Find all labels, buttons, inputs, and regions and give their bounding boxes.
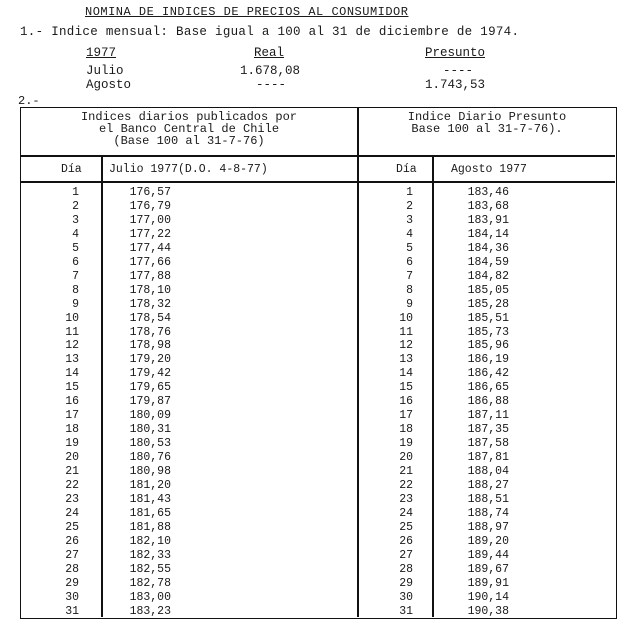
day-cell: 12 xyxy=(65,339,79,353)
section-divider xyxy=(357,108,359,617)
day-cell: 17 xyxy=(65,409,79,423)
document-title: NOMINA DE INDICES DE PRECIOS AL CONSUMIDOR xyxy=(85,5,409,19)
day-cell: 3 xyxy=(406,213,413,227)
day-cell: 20 xyxy=(399,451,413,465)
agosto-value-cell: 187,35 xyxy=(467,423,509,437)
day-cell: 18 xyxy=(65,423,79,437)
agosto-value-cell: 188,74 xyxy=(467,506,509,520)
agosto-value-cell: 186,88 xyxy=(467,395,509,409)
agosto-value-cell: 184,82 xyxy=(467,269,509,283)
agosto-value-cell: 184,14 xyxy=(467,227,509,241)
summary-month-julio: Julio xyxy=(86,64,124,78)
day-cell: 26 xyxy=(399,534,413,548)
summary-month-agosto: Agosto xyxy=(86,78,132,92)
julio-value-cell: 178,98 xyxy=(129,339,171,353)
julio-value-cell: 177,44 xyxy=(129,241,171,255)
julio-value-cell: 182,78 xyxy=(129,576,171,590)
day-cell: 9 xyxy=(406,297,413,311)
day-cell: 3 xyxy=(72,213,79,227)
day-cell: 24 xyxy=(399,506,413,520)
day-cell: 29 xyxy=(399,576,413,590)
agosto-value-cell: 183,46 xyxy=(467,186,509,199)
julio-value-cell: 177,00 xyxy=(129,213,171,227)
col-agosto-header: Agosto 1977 xyxy=(451,163,527,176)
julio-value-cell: 182,55 xyxy=(129,562,171,576)
agosto-value-cell: 189,91 xyxy=(467,576,509,590)
julio-value-cell: 183,23 xyxy=(129,604,171,618)
day-cell: 8 xyxy=(406,283,413,297)
agosto-value-cell: 189,20 xyxy=(467,534,509,548)
agosto-value-cell: 184,36 xyxy=(467,241,509,255)
col-real-header: Real xyxy=(254,46,285,60)
julio-value-cell: 182,10 xyxy=(129,534,171,548)
agosto-value-cell: 187,11 xyxy=(467,409,509,423)
day-cell: 1 xyxy=(72,186,79,199)
agosto-value-cell: 186,65 xyxy=(467,381,509,395)
day-cell: 15 xyxy=(399,381,413,395)
agosto-value-cell: 183,68 xyxy=(467,199,509,213)
julio-value-cell: 178,32 xyxy=(129,297,171,311)
day-cell: 29 xyxy=(65,576,79,590)
day-cell: 5 xyxy=(406,241,413,255)
julio-value-cell: 178,54 xyxy=(129,311,171,325)
day-cell: 6 xyxy=(72,255,79,269)
agosto-value-cell: 185,28 xyxy=(467,297,509,311)
day-cell: 1 xyxy=(406,186,413,199)
day-cell: 30 xyxy=(65,590,79,604)
day-cell: 20 xyxy=(65,451,79,465)
summary-real-julio: 1.678,08 xyxy=(240,64,301,78)
day-cell: 19 xyxy=(65,437,79,451)
day-cell: 11 xyxy=(399,325,413,339)
julio-value-cell: 182,33 xyxy=(129,548,171,562)
day-cell: 31 xyxy=(399,604,413,618)
day-cell: 23 xyxy=(65,492,79,506)
day-cell: 28 xyxy=(399,562,413,576)
agosto-value-cell: 188,04 xyxy=(467,465,509,479)
agosto-value-cell: 184,59 xyxy=(467,255,509,269)
day-cell: 21 xyxy=(399,465,413,479)
julio-value-cell: 179,42 xyxy=(129,367,171,381)
col-julio-header: Julio 1977(D.O. 4-8-77) xyxy=(109,163,268,176)
day-cell: 13 xyxy=(65,353,79,367)
agosto-value-cell: 187,81 xyxy=(467,451,509,465)
day-cell: 21 xyxy=(65,465,79,479)
day-cell: 2 xyxy=(72,199,79,213)
julio-value-cell: 178,10 xyxy=(129,283,171,297)
col-divider-left xyxy=(101,156,103,617)
day-cell: 25 xyxy=(399,520,413,534)
day-cell: 13 xyxy=(399,353,413,367)
left-section-header: Indices diarios publicados por el Banco Central de Chile (Base 100 al 31-7-76) xyxy=(80,110,298,148)
julio-value-cell: 181,43 xyxy=(129,492,171,506)
daily-index-table xyxy=(20,107,617,619)
agosto-value-cell: 190,38 xyxy=(467,604,509,618)
day-cell: 25 xyxy=(65,520,79,534)
day-cell: 15 xyxy=(65,381,79,395)
section2-label: 2.- xyxy=(18,94,40,108)
agosto-value-cell: 185,05 xyxy=(467,283,509,297)
agosto-value-cell: 183,91 xyxy=(467,213,509,227)
day-cell: 9 xyxy=(72,297,79,311)
day-cell: 28 xyxy=(65,562,79,576)
day-cell: 27 xyxy=(399,548,413,562)
col-dia-left-header: Día xyxy=(61,163,82,176)
julio-value-cell: 183,00 xyxy=(129,590,171,604)
header-rule-top xyxy=(21,155,615,157)
day-cell: 22 xyxy=(65,479,79,493)
agosto-value-cell: 189,67 xyxy=(467,562,509,576)
julio-value-cell: 179,65 xyxy=(129,381,171,395)
right-section-header: Indice Diario Presunto Base 100 al 31-7-76). xyxy=(407,110,567,136)
day-cell: 14 xyxy=(399,367,413,381)
agosto-value-cell: 188,27 xyxy=(467,479,509,493)
day-cell: 30 xyxy=(399,590,413,604)
julio-value-cell: 180,76 xyxy=(129,451,171,465)
day-cell: 16 xyxy=(399,395,413,409)
agosto-value-cell: 189,44 xyxy=(467,548,509,562)
julio-value-cell: 179,87 xyxy=(129,395,171,409)
day-cell: 6 xyxy=(406,255,413,269)
day-cell: 12 xyxy=(399,339,413,353)
julio-value-cell: 176,57 xyxy=(129,186,171,199)
day-cell: 16 xyxy=(65,395,79,409)
julio-value-cell: 181,88 xyxy=(129,520,171,534)
julio-value-cell: 180,31 xyxy=(129,423,171,437)
day-cell: 8 xyxy=(72,283,79,297)
day-cell: 4 xyxy=(72,227,79,241)
julio-value-cell: 181,20 xyxy=(129,479,171,493)
agosto-value-cell: 190,14 xyxy=(467,590,509,604)
section1-label: 1.- Indice mensual: Base igual a 100 al 31 de diciembre de 1974. xyxy=(20,25,520,39)
julio-value-cell: 177,22 xyxy=(129,227,171,241)
julio-value-cell: 180,53 xyxy=(129,437,171,451)
col-divider-right xyxy=(432,156,434,617)
agosto-value-cell: 185,96 xyxy=(467,339,509,353)
day-cell: 31 xyxy=(65,604,79,618)
day-cell: 24 xyxy=(65,506,79,520)
day-cell: 27 xyxy=(65,548,79,562)
col-year-header: 1977 xyxy=(86,46,117,60)
dia-right-column xyxy=(381,186,413,619)
summary-presunto-julio: ---- xyxy=(443,64,474,78)
day-cell: 17 xyxy=(399,409,413,423)
agosto-value-cell: 186,42 xyxy=(467,367,509,381)
day-cell: 19 xyxy=(399,437,413,451)
agosto-value-cell: 185,51 xyxy=(467,311,509,325)
day-cell: 14 xyxy=(65,367,79,381)
day-cell: 10 xyxy=(399,311,413,325)
summary-presunto-agosto: 1.743,53 xyxy=(425,78,486,92)
agosto-column xyxy=(443,186,509,619)
col-presunto-header: Presunto xyxy=(425,46,486,60)
agosto-value-cell: 188,51 xyxy=(467,492,509,506)
day-cell: 5 xyxy=(72,241,79,255)
header-rule-bottom xyxy=(21,181,615,183)
julio-value-cell: 179,20 xyxy=(129,353,171,367)
julio-value-cell: 178,76 xyxy=(129,325,171,339)
day-cell: 10 xyxy=(65,311,79,325)
day-cell: 11 xyxy=(65,325,79,339)
day-cell: 23 xyxy=(399,492,413,506)
day-cell: 18 xyxy=(399,423,413,437)
julio-value-cell: 177,66 xyxy=(129,255,171,269)
agosto-value-cell: 186,19 xyxy=(467,353,509,367)
day-cell: 22 xyxy=(399,479,413,493)
julio-column xyxy=(113,186,171,619)
day-cell: 4 xyxy=(406,227,413,241)
julio-value-cell: 177,88 xyxy=(129,269,171,283)
julio-value-cell: 180,98 xyxy=(129,465,171,479)
dia-left-column xyxy=(41,186,79,619)
summary-real-agosto: ---- xyxy=(256,78,287,92)
day-cell: 7 xyxy=(72,269,79,283)
julio-value-cell: 180,09 xyxy=(129,409,171,423)
agosto-value-cell: 188,97 xyxy=(467,520,509,534)
day-cell: 2 xyxy=(406,199,413,213)
day-cell: 26 xyxy=(65,534,79,548)
day-cell: 7 xyxy=(406,269,413,283)
agosto-value-cell: 185,73 xyxy=(467,325,509,339)
julio-value-cell: 176,79 xyxy=(129,199,171,213)
julio-value-cell: 181,65 xyxy=(129,506,171,520)
col-dia-right-header: Día xyxy=(396,163,417,176)
agosto-value-cell: 187,58 xyxy=(467,437,509,451)
